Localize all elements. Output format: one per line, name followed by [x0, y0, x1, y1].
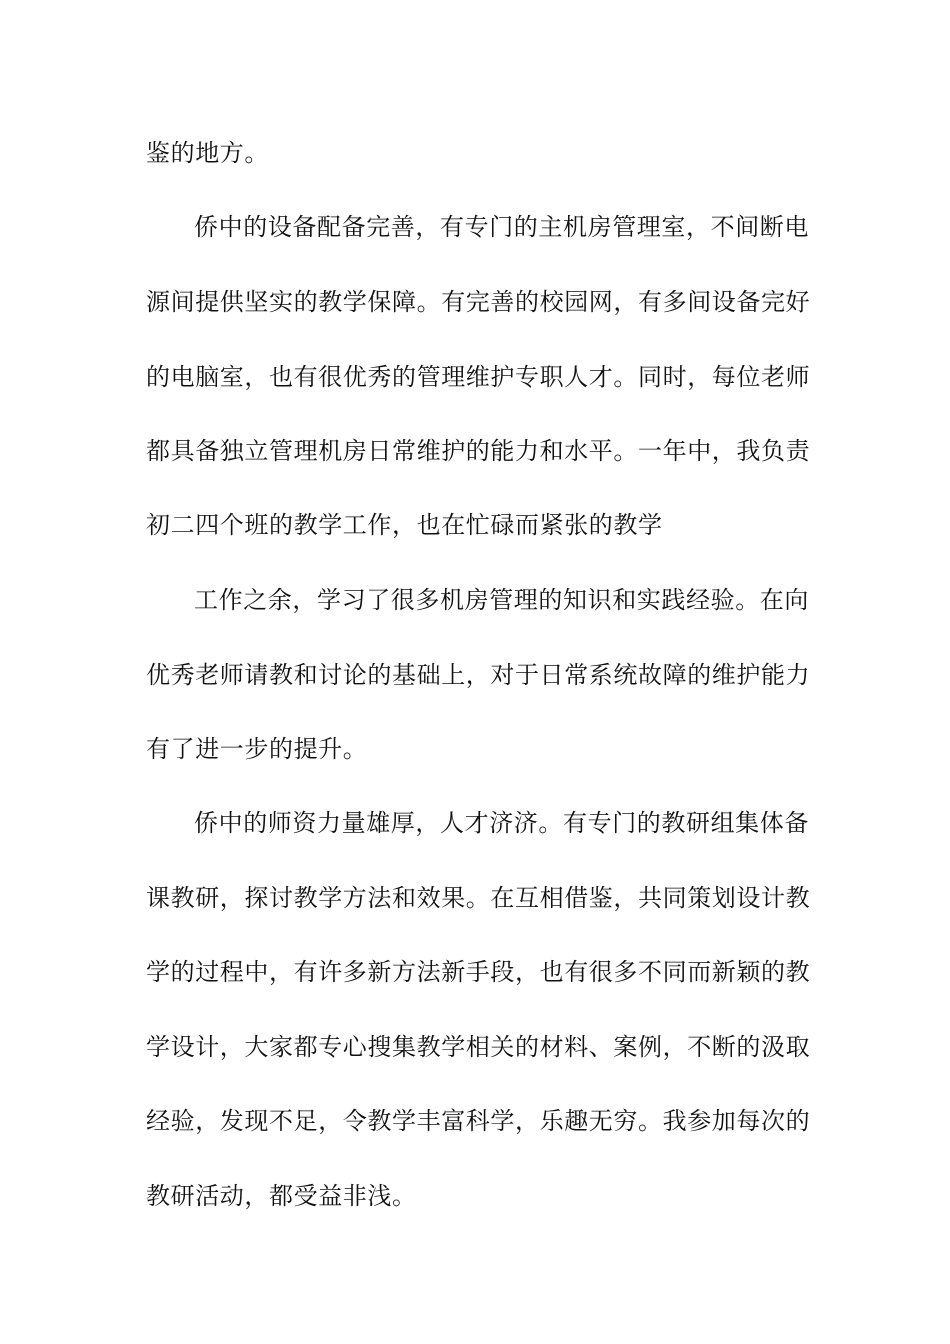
- text-line: 都具备独立管理机房日常维护的能力和水平。一年中，我负责: [146, 437, 811, 465]
- text-line: 初二四个班的教学工作，也在忙碌而紧张的教学: [146, 511, 663, 539]
- text-line: 学设计，大家都专心搜集教学相关的材料、案例，不断的汲取: [146, 1033, 811, 1061]
- paragraph-start-line: 侨中的设备配备完善，有专门的主机房管理室，不间断电: [194, 213, 809, 241]
- text-line: 学的过程中，有许多新方法新手段，也有很多不同而新颖的教: [146, 958, 811, 986]
- paragraph-start-line: 工作之余，学习了很多机房管理的知识和实践经验。在向: [194, 586, 809, 614]
- text-line: 经验，发现不足，令教学丰富科学，乐趣无穷。我参加每次的: [146, 1107, 811, 1135]
- text-line: 课教研，探讨教学方法和效果。在互相借鉴，共同策划设计教: [146, 884, 811, 912]
- paragraph-start-line: 侨中的师资力量雄厚，人才济济。有专门的教研组集体备: [194, 809, 809, 837]
- text-line: 源间提供坚实的教学保障。有完善的校园网，有多间设备完好: [146, 288, 811, 316]
- text-line: 有了进一步的提升。: [146, 735, 368, 763]
- text-line: 教研活动，都受益非浅。: [146, 1182, 417, 1210]
- text-line: 鉴的地方。: [146, 139, 269, 167]
- text-line: 的电脑室，也有很优秀的管理维护专职人才。同时，每位老师: [146, 363, 811, 391]
- text-line: 优秀老师请教和讨论的基础上，对于日常系统故障的维护能力: [146, 661, 811, 689]
